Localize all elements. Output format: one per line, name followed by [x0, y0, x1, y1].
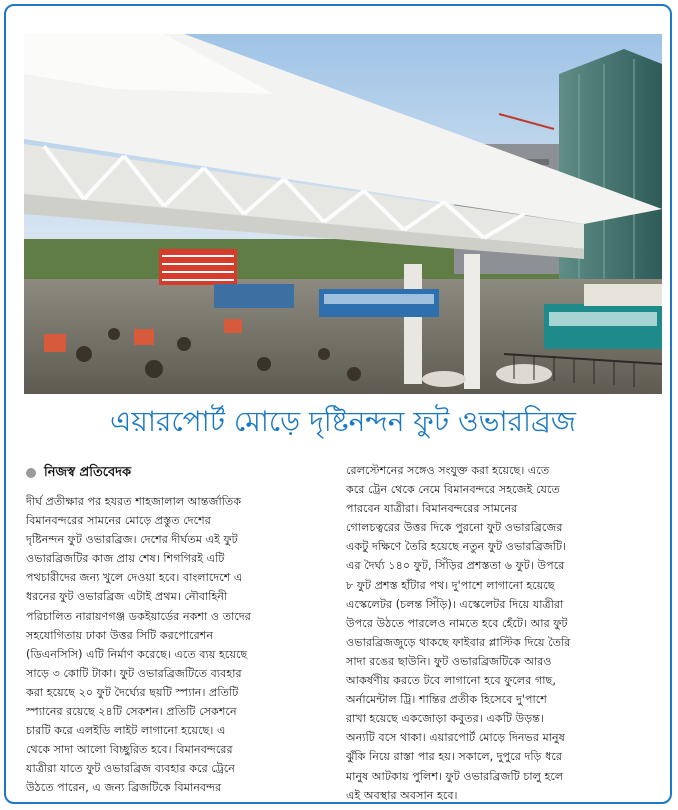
paragraph-line: পথচারীদের জন্য খুলে দেওয়া হবে। বাংলাদেশে এ: [26, 571, 243, 585]
paragraph-line: একটু দক্ষিণে তৈরি হয়েছে নতুন ফুট ওভারব্রিজটি।: [346, 540, 567, 554]
paragraph-line: এস্কেলেটর (চলন্ত সিঁড়ি)। এস্কেলেটর দিয়ে যাত্রীরা: [346, 597, 564, 611]
paragraph-line: ঝুঁকি নিয়ে রাস্তা পার হয়। সকালে, দুপুরে দড়ি ধরে: [346, 750, 563, 764]
article-column-right: [346, 461, 646, 804]
paragraph-line: পরিচালিত নারায়ণগঞ্জ ডকইয়ার্ডের নকশা ও তাদের: [26, 609, 251, 623]
paragraph-line: ওভারব্রিজজুড়ে থাকছে ফাইবার প্লাস্টিক দিয়ে তৈরি: [346, 635, 571, 649]
paragraph-line: উপরে উঠতে পারলেও নামতে হবে হেঁটে। আর ফুট: [346, 616, 568, 630]
paragraph-line: সহযোগিতায় ঢাকা উত্তর সিটি করপোরেশন: [26, 628, 214, 642]
paragraph-line: রাখা হয়েছে একজোড়া কবুতর। একটি উড়ন্ত।: [346, 712, 544, 726]
paragraph-line: এই অবস্থার অবসান হবে।: [346, 788, 458, 802]
paragraph-line: করে ট্রেন থেকে নেমে বিমানবন্দরে সহজেই যেতে: [346, 483, 560, 497]
paragraph-line: থেকে সাদা আলো বিচ্ছুরিত হবে। বিমানবন্দরের: [26, 743, 233, 757]
article-headline: এয়ারপোর্ট মোড়ে দৃষ্টিনন্দন ফুট ওভারব্রিজ: [110, 405, 576, 438]
paragraph-line: ধরনের ফুট ওভারব্রিজ এটাই প্রথম। নৌবাহিনী: [26, 590, 228, 604]
paragraph-line: আকর্ষণীয় করতে টবে লাগানো হবে ফুলের গাছ,: [346, 674, 556, 688]
paragraph-line: যাত্রীরা যাতে ফুট ওভারব্রিজ ব্যবহার করে ট্রেনে: [26, 762, 235, 776]
paragraph-line: সাড়ে ৩ কোটি টাকা। ফুট ওভারব্রিজটিতে ব্যবহার: [26, 666, 242, 680]
paragraph-line: দৃষ্টিনন্দন ফুট ওভারব্রিজ। দেশের দীর্ঘতম এই ফুট: [26, 533, 238, 547]
paragraph-line: গোলচত্বরের উত্তর দিকে পুরনো ফুট ওভারব্রিজের: [346, 521, 563, 535]
paragraph-line: দীর্ঘ প্রতীক্ষার পর হযরত শাহজালাল আন্তর্জাতিক: [26, 495, 242, 508]
article-frame: [4, 4, 672, 804]
paragraph-line: মানুষ আটকায় পুলিশ। ফুট ওভারব্রিজটি চালু হলে: [346, 769, 564, 783]
article-photo: [24, 34, 662, 394]
byline: [26, 462, 131, 484]
bullet-dot-icon: [26, 468, 36, 478]
paragraph-line: ৮ ফুট প্রশস্ত হাঁটার পথ। দু'পাশে লাগানো হয়েছে: [346, 578, 555, 592]
article-column-left: [26, 492, 326, 798]
paragraph-line: উঠতে পারেন, এ জন্য ব্রিজটিকে বিমানবন্দর: [26, 781, 222, 795]
paragraph-line: পারবেন যাত্রীরা। বিমানবন্দরের সামনের: [346, 502, 518, 516]
paragraph-line: চারটি করে এলইডি লাইট লাগানো হয়েছে। এ: [26, 724, 226, 738]
paragraph-line: করা হয়েছে ২০ ফুট দৈর্ঘ্যের ছয়টি স্প্যান। প্রতিটি: [26, 685, 239, 699]
paragraph-line: অর্নামেন্টাল ট্রি। শান্তির প্রতীক হিসেবে দু'পাশে: [346, 693, 547, 707]
paragraph-line: অন্যটি বসে থাকা। এয়ারপোর্ট মোড়ে দিনভর মানুষ: [346, 731, 565, 745]
byline-text: নিজস্ব প্রতিবেদক: [44, 464, 132, 480]
paragraph-line: রেলস্টেশনের সঙ্গেও সংযুক্ত করা হয়েছে। এতে: [346, 464, 550, 477]
paragraph-line: এর দৈর্ঘ্য ১৪০ ফুট, সিঁড়ির প্রশস্ততা ৬ ফুট। উপরে: [346, 559, 565, 573]
paragraph-line: স্প্যানের রয়েছে ২৪টি সেকশন। প্রতিটি সেকশনে: [26, 705, 237, 719]
paragraph-line: ওভারব্রিজটির কাজ প্রায় শেষ। শিগগিরই এটি: [26, 552, 225, 566]
paragraph-line: (ডিএনসিসি) এটি নির্মাণ করেছে। এতে ব্যয় হয়েছে: [26, 647, 248, 661]
paragraph-line: বিমানবন্দরের সামনের মোড়ে প্রস্তুত দেশের: [26, 514, 211, 528]
paragraph-line: সাদা রঙের ছাউনি। ফুট ওভারব্রিজটিকে আরও: [346, 654, 552, 668]
